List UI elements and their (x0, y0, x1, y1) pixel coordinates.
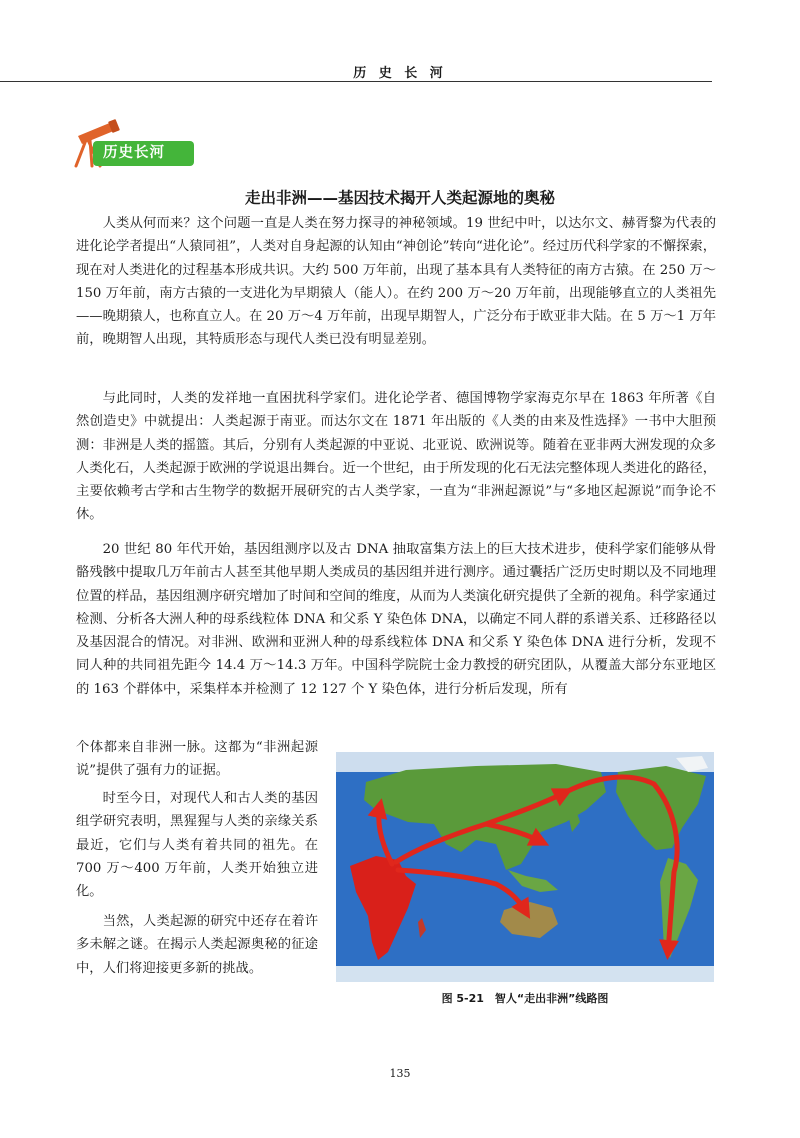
migration-map (336, 752, 714, 982)
paragraph: 时至今日，对现代人和古人类的基因组学研究表明，黑猩猩与人类的亲缘关系最近，它们与人类有着共同的祖先。在 700 万～400 万年前，人类开始独立进化。 (76, 791, 318, 900)
article-title: 走出非洲——基因技术揭开人类起源地的奥秘 (244, 189, 555, 207)
section-badge (72, 118, 197, 168)
section-badge-label: 历史长河 (93, 141, 194, 166)
paragraph: 20 世纪 80 年代开始，基因组测序以及古 DNA 抽取富集方法上的巨大技术进步，使科学家们能够从骨骼残骸中提取几万年前古人甚至其他早期人类成员的基因组并进行测序。通过囊括广泛历史时期以及不同地理位置的样品，基因组测序研究增加了时间和空间的维度，从而为人类演化研究提供了全新的视角。科学家通过检测、分析各大洲人种的母系线粒体 DNA 和父系 Y 染色体 DNA，以确定不同人群的系谱关系、迁移路径以及基因混合的情况。对非洲、欧洲和亚洲人种的母系线粒体 DNA 和父系 Y 染色体 DNA 进行分析，发现不同人种的共同祖先距今 14.4 万～14.3 万年。中国科学院院士金力教授的研究团队，从覆盖大部分东亚地区的 163 个群体中，采集样本并检测了 12 127 个 Y 染色体，进行分析后发现，所有 (76, 542, 716, 697)
figure-caption: 图 5-21 智人“走出非洲”线路图 (441, 992, 609, 1005)
paragraph-continuation: 个体都来自非洲一脉。这都为“非洲起源说”提供了强有力的证据。 (76, 740, 318, 779)
paragraph: 人类从何而来？这个问题一直是人类在努力探寻的神秘领域。19 世纪中叶，以达尔文、赫胥黎为代表的进化论学者提出“人猿同祖”，人类对自身起源的认知由“神创论”转向“进化论”。经过历代科学家的不懈探索，现在对人类进化的过程基本形成共识。大约 500 万年前，出现了基本具有人类特征的南方古猿。在 250 万～150 万年前，南方古猿的一支进化为早期猿人（能人）。在约 200 万～20 万年前，出现能够直立的人类祖先——晚期猿人，也称直立人。在 20 万～4 万年前，出现早期智人，广泛分布于欧亚非大陆。在 5 万～1 万年前，晚期智人出现，其特质形态与现代人类已没有明显差别。 (76, 216, 716, 348)
page-number: 135 (389, 1067, 411, 1080)
paragraph: 当然，人类起源的研究中还存在着许多未解之谜。在揭示人类起源奥秘的征途中，人们将迎接更多新的挑战。 (76, 914, 318, 976)
header-divider (0, 81, 712, 82)
paragraph: 与此同时，人类的发祥地一直困扰科学家们。进化论学者、德国博物学家海克尔早在 1863 年所著《自然创造史》中就提出：人类起源于南亚。而达尔文在 1871 年出版的《人类的由来及性选择》一书中大胆预测：非洲是人类的摇篮。其后，分别有人类起源的中亚说、北亚说、欧洲说等。随着在亚非两大洲发现的众多人类化石，人类起源于欧洲的学说退出舞台。近一个世纪，由于所发现的化石无法完整体现人类进化的路径，主要依赖考古学和古生物学的数据开展研究的古人类学家，一直为“非洲起源说”与“多地区起源说”而争论不休。 (76, 391, 716, 523)
running-header: 历 史 长 河 (353, 66, 447, 81)
